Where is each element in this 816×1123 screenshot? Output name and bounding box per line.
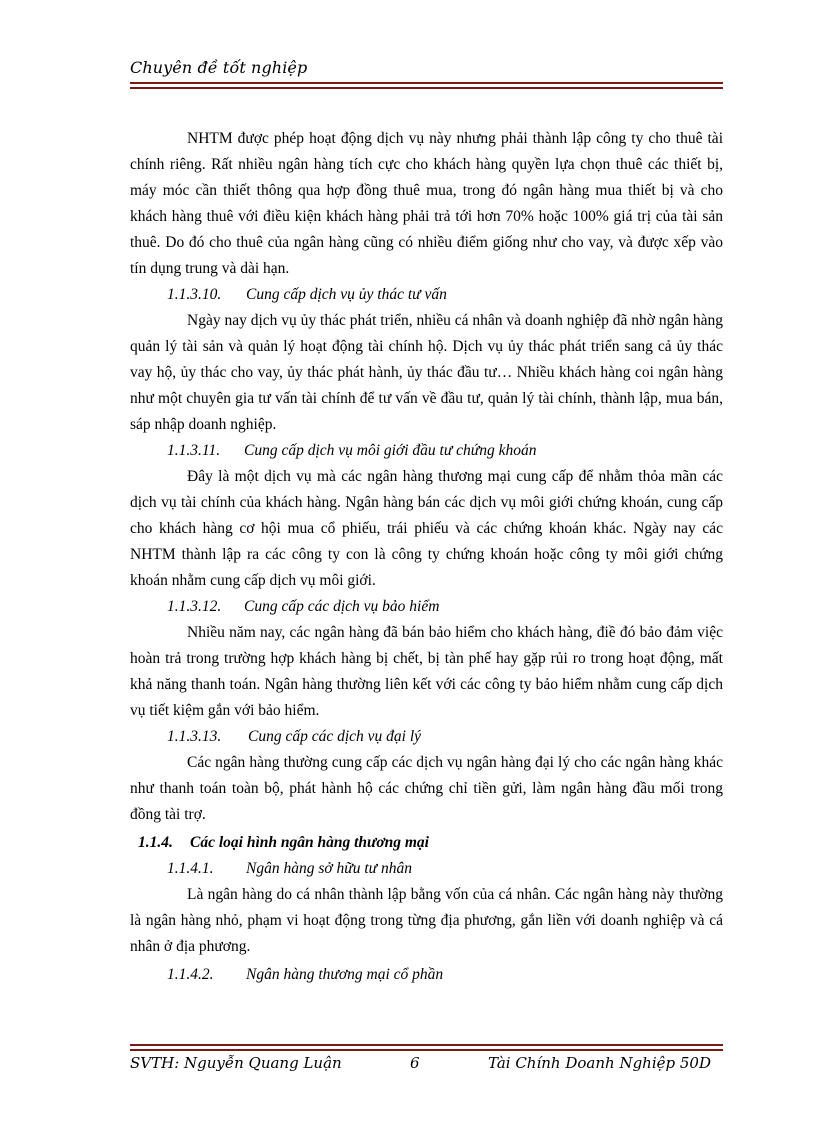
footer-author: SVTH: Nguyễn Quang Luận xyxy=(130,1054,342,1072)
header-rule-top xyxy=(130,82,723,84)
paragraph-agency: Các ngân hàng thường cung cấp các dịch vụ ngân hàng đại lý cho các ngân hàng khác như thanh toán toàn bộ, phát hành hộ các chứng chỉ tiền gửi, làm ngân hàng đầu mối trong đồng tài trợ. xyxy=(130,754,723,823)
footer-program: Tài Chính Doanh Nghiệp 50D xyxy=(487,1054,711,1072)
heading-title: Cung cấp dịch vụ môi giới đầu tư chứng khoán xyxy=(244,442,537,459)
heading-title: Ngân hàng sở hữu tư nhân xyxy=(246,860,412,877)
heading-number: 1.1.3.12. xyxy=(167,598,222,615)
paragraph-trust-services: Ngày nay dịch vụ ủy thác phát triển, nhiều cá nhân và doanh nghiệp đã nhờ ngân hàng quản lý tài sản và quản lý hoạt động tài chính hộ. Dịch vụ ủy thác phát triển sang cả ủy thác vay hộ, ủy thác cho vay, ủy thác phát hành, ủy thác đầu tư… Nhiều khách hàng coi ngân hàng như một chuyên gia tư vấn tài chính để tư vấn về đầu tư, quản lý tài chính, thành lập, mua bán, sáp nhập doanh nghiệp. xyxy=(130,312,723,433)
heading-1-1-4-2 xyxy=(130,962,723,988)
paragraph-brokerage: Đây là một dịch vụ mà các ngân hàng thương mại cung cấp để nhằm thỏa mãn các dịch vụ tài chính của khách hàng. Ngân hàng bán các dịch vụ môi giới chứng khoán, cung cấp cho khách hàng cơ hội mua cổ phiếu, trái phiếu và các chứng khoán khác. Ngày nay các NHTM thành lập ra các công ty con là công ty chứng khoán hoặc công ty môi giới chứng khoán nhằm cung cấp dịch vụ môi giới. xyxy=(130,468,723,589)
heading-1-1-3-11 xyxy=(130,438,723,464)
heading-title: Cung cấp dịch vụ ủy thác tư vấn xyxy=(246,286,447,303)
heading-number: 1.1.3.13. xyxy=(167,728,222,745)
heading-number: 1.1.4.1. xyxy=(167,860,214,877)
paragraph-leasing: NHTM được phép hoạt động dịch vụ này nhưng phải thành lập công ty cho thuê tài chính riêng. Rất nhiều ngân hàng tích cực cho khách hàng quyền lựa chọn thuê các thiết bị, máy móc cần thiết thông qua hợp đồng thuê mua, trong đó ngân hàng mua thiết bị và cho khách hàng thuê với điều kiện khách hàng phải trả tới hơn 70% hoặc 100% giá trị của tài sản thuê. Do đó cho thuê của ngân hàng cũng có nhiều điểm giống như cho vay, và được xếp vào tín dụng trung và dài hạn. xyxy=(130,130,723,277)
heading-1-1-3-12 xyxy=(130,594,723,620)
header-rule-bottom xyxy=(130,87,723,89)
heading-title: Cung cấp các dịch vụ đại lý xyxy=(248,728,422,745)
heading-1-1-3-13 xyxy=(130,724,723,750)
heading-title: Cung cấp các dịch vụ bảo hiểm xyxy=(244,598,440,615)
document-body xyxy=(130,126,723,988)
heading-1-1-3-10 xyxy=(130,282,723,308)
heading-number: 1.1.4.2. xyxy=(167,966,214,983)
heading-number: 1.1.3.11. xyxy=(167,442,221,459)
footer-page-number: 6 xyxy=(410,1054,420,1072)
page-footer xyxy=(130,1054,723,1078)
page-header-title: Chuyên đề tốt nghiệp xyxy=(130,58,308,77)
heading-number: 1.1.4. xyxy=(138,834,173,851)
heading-title: Ngân hàng thương mại cổ phần xyxy=(246,966,444,983)
heading-number: 1.1.3.10. xyxy=(167,286,222,303)
heading-title: Các loại hình ngân hàng thương mại xyxy=(190,834,429,851)
heading-1-1-4 xyxy=(130,830,723,856)
paragraph-insurance: Nhiều năm nay, các ngân hàng đã bán bảo hiểm cho khách hàng, điề đó bảo đảm việc hoàn trả trong trường hợp khách hàng bị chết, bị tàn phế hay gặp rủi ro trong hoạt động, mất khả năng thanh toán. Ngân hàng thường liên kết với các công ty bảo hiểm nhằm cung cấp dịch vụ tiết kiệm gắn với bảo hiểm. xyxy=(130,624,723,719)
footer-rule-bottom xyxy=(130,1049,723,1051)
paragraph-private-bank: Là ngân hàng do cá nhân thành lập bằng vốn của cá nhân. Các ngân hàng này thường là ngân hàng nhỏ, phạm vi hoạt động trong từng địa phương, gắn liền với doanh nghiệp và cá nhân ở địa phương. xyxy=(130,886,723,955)
footer-rule-top xyxy=(130,1044,723,1046)
heading-1-1-4-1 xyxy=(130,856,723,882)
